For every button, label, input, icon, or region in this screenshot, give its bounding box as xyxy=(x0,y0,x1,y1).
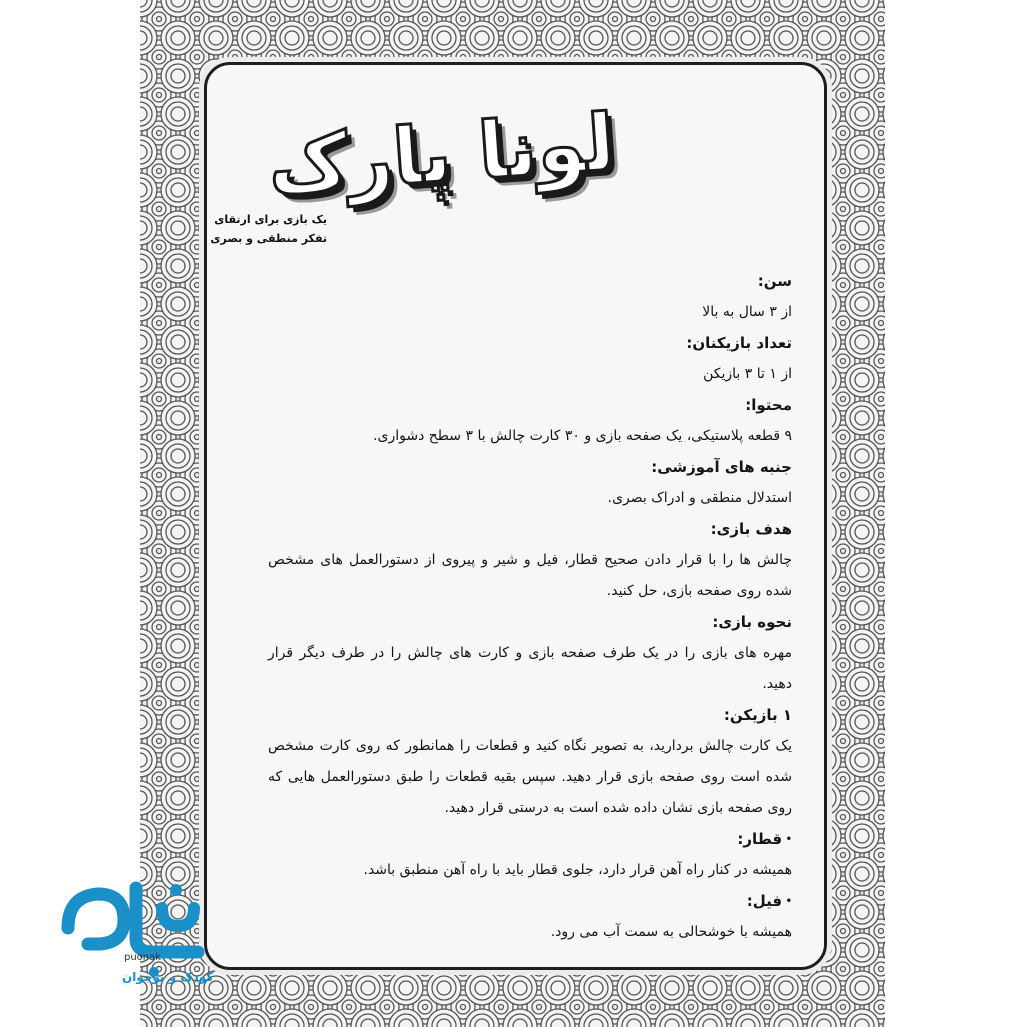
section-paragraph: مهره های بازی را در یک طرف صفحه بازی و کارت های چالش را در طرف دیگر قرار دهید. xyxy=(268,645,792,692)
section-heading: سن: xyxy=(757,272,792,290)
section-heading: تعداد بازیکنان: xyxy=(686,334,792,352)
logo-subtitle-line1: یک بازی برای ارتقای xyxy=(214,213,327,226)
puonak-logo-icon xyxy=(58,868,223,1018)
instructions-text xyxy=(268,266,792,948)
section-paragraph: ۹ قطعه پلاستیکی، یک صفحه بازی و ۳۰ کارت چالش با ۳ سطح دشواری. xyxy=(373,428,792,444)
logo-subtitle xyxy=(207,210,327,248)
section-paragraph: یک کارت چالش بردارید، به تصویر نگاه کنید و قطعات را همانطور که روی کارت مشخص شده است روی صفحه بازی قرار دهید. سپس بقیه قطعات را طبق دستورالعمل هایی که روی صفحه بازی نشان داده شده است به درستی قرار دهید. xyxy=(268,738,792,816)
section-heading: جنبه های آموزشی: xyxy=(651,458,792,476)
section-heading: • قطار: xyxy=(268,824,792,855)
section-paragraph: همیشه در کنار راه آهن قرار دارد، جلوی قطار باید با راه آهن منطبق باشد. xyxy=(363,862,792,878)
watermark-brand-en: puonak xyxy=(124,952,162,963)
section-heading: • فیل: xyxy=(268,886,792,917)
section-paragraph: از ۱ تا ۳ بازیکن xyxy=(703,366,792,382)
section-heading: ۱ بازیکن: xyxy=(723,706,792,724)
logo-title xyxy=(212,97,672,213)
puonak-watermark xyxy=(58,868,223,1018)
section-heading: نحوه بازی: xyxy=(712,613,792,631)
section-heading: محتوا: xyxy=(745,396,792,414)
watermark-brand-fa: کودک و نوجوان xyxy=(122,970,214,984)
section-heading: هدف بازی: xyxy=(710,520,792,538)
logo-title-text: لونا پارک xyxy=(265,97,619,213)
logo xyxy=(210,97,672,250)
section-paragraph: چالش ها را با قرار دادن صحیح قطار، فیل و شیر و پیروی از دستورالعمل های مشخص شده روی صفحه بازی، حل کنید. xyxy=(268,552,792,599)
section-paragraph: استدلال منطقی و ادراک بصری. xyxy=(607,490,792,506)
section-paragraph: همیشه با خوشحالی به سمت آب می رود. xyxy=(550,924,792,940)
logo-subtitle-line2: تفکر منطقی و بصری xyxy=(210,232,327,245)
section-paragraph: از ۳ سال به بالا xyxy=(702,304,792,320)
